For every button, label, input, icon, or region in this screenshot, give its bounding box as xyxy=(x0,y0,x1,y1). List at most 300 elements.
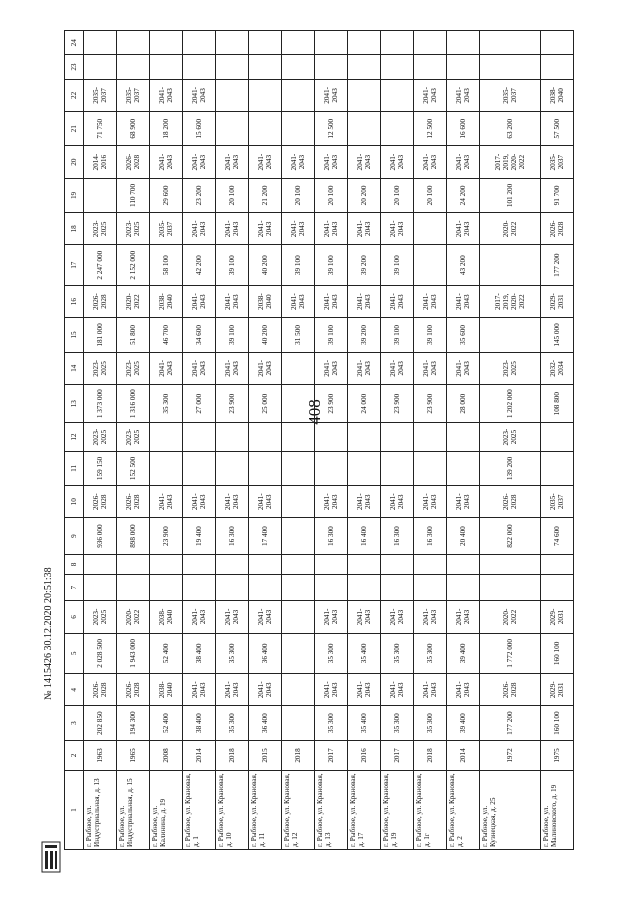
table-cell: 34 600 xyxy=(183,318,216,352)
table-cell: 31 500 xyxy=(282,318,315,352)
table-cell: 2023-2025 xyxy=(84,423,117,451)
table-cell: 39 100 xyxy=(216,318,249,352)
table-cell: 16 300 xyxy=(216,518,249,554)
table-cell xyxy=(414,423,447,451)
table-cell xyxy=(315,423,348,451)
table-cell xyxy=(282,575,315,601)
column-number: 11 xyxy=(65,451,84,485)
column-number: 9 xyxy=(65,518,84,554)
table-cell xyxy=(315,451,348,485)
table-cell: 2041-2043 xyxy=(249,213,282,245)
table-cell xyxy=(216,112,249,146)
table-cell: 39 100 xyxy=(315,245,348,285)
table-cell xyxy=(348,79,381,111)
table-cell: 23 900 xyxy=(381,384,414,422)
table-cell xyxy=(414,55,447,79)
table-cell: 2041-2043 xyxy=(216,601,249,633)
table-cell xyxy=(183,554,216,574)
table-cell: 20 200 xyxy=(348,178,381,212)
table-cell xyxy=(540,575,573,601)
address-cell: г. Рыбное, ул. Крановая, д. 1г xyxy=(414,771,447,850)
column-number: 20 xyxy=(65,146,84,178)
table-cell: 35 400 xyxy=(348,633,381,673)
table-cell: 2016 xyxy=(348,740,381,770)
table-cell: 177 200 xyxy=(480,706,541,740)
table-cell xyxy=(183,55,216,79)
table-cell: 2041-2043 xyxy=(447,674,480,706)
table-cell: 936 000 xyxy=(84,518,117,554)
table-cell xyxy=(381,423,414,451)
column-number: 16 xyxy=(65,285,84,317)
table-cell xyxy=(381,79,414,111)
table-cell: 35 300 xyxy=(414,633,447,673)
table-cell: 2041-2043 xyxy=(216,285,249,317)
table-row xyxy=(348,31,381,850)
table-cell xyxy=(282,423,315,451)
table-cell xyxy=(216,55,249,79)
table-cell: 2041-2043 xyxy=(447,601,480,633)
table-cell: 1 202 000 xyxy=(480,384,541,422)
table-cell xyxy=(216,423,249,451)
table-cell: 2041-2043 xyxy=(381,146,414,178)
table-row xyxy=(117,31,150,850)
table-cell: 20 100 xyxy=(315,178,348,212)
table-cell: 35 300 xyxy=(216,633,249,673)
table-cell xyxy=(540,31,573,55)
table-cell: 2041-2043 xyxy=(150,146,183,178)
table-cell: 2041-2043 xyxy=(414,486,447,518)
table-cell: 2017 xyxy=(315,740,348,770)
table-cell xyxy=(480,245,541,285)
table-cell: 2023-2025 xyxy=(117,352,150,384)
table-cell xyxy=(249,554,282,574)
table-cell xyxy=(414,554,447,574)
table-cell: 2026-2028 xyxy=(117,674,150,706)
table-cell: 35 300 xyxy=(150,384,183,422)
table-cell: 2041-2043 xyxy=(183,486,216,518)
table-cell xyxy=(480,575,541,601)
table-cell: 40 200 xyxy=(249,318,282,352)
table-cell xyxy=(282,518,315,554)
table-cell xyxy=(414,31,447,55)
table-cell: 52 400 xyxy=(150,706,183,740)
table-cell: 2041-2043 xyxy=(315,601,348,633)
table-cell xyxy=(183,423,216,451)
column-number: 18 xyxy=(65,213,84,245)
table-cell: 2035-2037 xyxy=(540,486,573,518)
table-cell: 177 200 xyxy=(540,245,573,285)
table-cell xyxy=(150,451,183,485)
table-cell: 1 373 000 xyxy=(84,384,117,422)
table-cell: 2038-2040 xyxy=(540,79,573,111)
table-cell: 2023-2025 xyxy=(84,352,117,384)
address-cell: г. Рыбное, ул. Крановая, д. 19 xyxy=(381,771,414,850)
table-cell: 2 247 000 xyxy=(84,245,117,285)
table-cell: 822 000 xyxy=(480,518,541,554)
table-row xyxy=(216,31,249,850)
table-cell: 2041-2043 xyxy=(414,146,447,178)
table-cell: 2041-2043 xyxy=(216,486,249,518)
table-cell xyxy=(414,213,447,245)
table-cell: 35 600 xyxy=(447,318,480,352)
table-cell: 2035-2037 xyxy=(150,213,183,245)
table-cell: 2041-2043 xyxy=(447,486,480,518)
table-cell: 74 600 xyxy=(540,518,573,554)
table-cell: 71 750 xyxy=(84,112,117,146)
table-cell: 2041-2043 xyxy=(447,146,480,178)
table-cell: 2041-2043 xyxy=(183,352,216,384)
table-row xyxy=(480,31,541,850)
table-cell: 17 400 xyxy=(249,518,282,554)
table-cell xyxy=(348,55,381,79)
table-cell: 2041-2043 xyxy=(348,213,381,245)
table-cell: 2041-2043 xyxy=(315,674,348,706)
table-cell: 18 200 xyxy=(150,112,183,146)
table-cell: 2041-2043 xyxy=(249,674,282,706)
table-cell: 1 772 000 xyxy=(480,633,541,673)
column-number: 22 xyxy=(65,79,84,111)
table-cell xyxy=(540,55,573,79)
table-cell: 35 300 xyxy=(381,706,414,740)
table-cell: 2041-2043 xyxy=(447,79,480,111)
table-cell: 1 943 000 xyxy=(117,633,150,673)
table-cell: 38 400 xyxy=(183,706,216,740)
table-cell: 20 100 xyxy=(381,178,414,212)
table-cell xyxy=(216,451,249,485)
table-cell xyxy=(414,451,447,485)
column-number: 12 xyxy=(65,423,84,451)
table-cell: 2026-2028 xyxy=(480,486,541,518)
table-cell: 29 600 xyxy=(150,178,183,212)
table-cell: 152 500 xyxy=(117,451,150,485)
table-cell: 46 700 xyxy=(150,318,183,352)
table-cell xyxy=(447,423,480,451)
table-cell: 2041-2043 xyxy=(381,601,414,633)
table-cell xyxy=(84,554,117,574)
table-cell: 16 300 xyxy=(381,518,414,554)
registry-logo-icon xyxy=(40,840,62,874)
table-row xyxy=(381,31,414,850)
column-number: 8 xyxy=(65,554,84,574)
table-cell: 2018 xyxy=(414,740,447,770)
table-cell xyxy=(381,554,414,574)
table-cell xyxy=(540,554,573,574)
page-number: 408 xyxy=(305,399,324,425)
address-cell: г. Рыбное, ул. Крановая, д. 10 xyxy=(216,771,249,850)
table-cell: 68 900 xyxy=(117,112,150,146)
table-cell: 2041-2043 xyxy=(348,285,381,317)
table-cell: 145 000 xyxy=(540,318,573,352)
table-cell xyxy=(183,575,216,601)
table-cell xyxy=(315,55,348,79)
table-cell: 2035-2037 xyxy=(117,79,150,111)
table-cell: 160 100 xyxy=(540,633,573,673)
table-cell xyxy=(216,79,249,111)
column-number: 23 xyxy=(65,55,84,79)
table-cell: 39 100 xyxy=(381,245,414,285)
table-cell: 2041-2043 xyxy=(183,146,216,178)
table-cell: 1 316 000 xyxy=(117,384,150,422)
table-cell: 2041-2043 xyxy=(414,79,447,111)
table-cell: 43 200 xyxy=(447,245,480,285)
table-cell xyxy=(282,633,315,673)
table-cell xyxy=(249,31,282,55)
table-cell: 2020-2022 xyxy=(480,601,541,633)
table-cell: 2041-2043 xyxy=(183,601,216,633)
table-cell xyxy=(348,575,381,601)
table-cell xyxy=(447,31,480,55)
table-cell: 2041-2043 xyxy=(348,352,381,384)
column-number: 14 xyxy=(65,352,84,384)
table-cell xyxy=(249,112,282,146)
table-cell: 202 850 xyxy=(84,706,117,740)
table-cell: 23 900 xyxy=(414,384,447,422)
table-cell xyxy=(414,575,447,601)
table-cell: 2023-2025 xyxy=(84,601,117,633)
table-cell: 20 400 xyxy=(447,518,480,554)
table-cell xyxy=(381,575,414,601)
table-row xyxy=(249,31,282,850)
table-cell xyxy=(282,554,315,574)
table-cell: 2041-2043 xyxy=(381,285,414,317)
table-row xyxy=(414,31,447,850)
table-cell: 2032-2034 xyxy=(540,352,573,384)
table-cell: 2041-2043 xyxy=(381,674,414,706)
table-cell xyxy=(150,55,183,79)
address-cell: г. Рыбное, ул. Калинина, д. 19 xyxy=(150,771,183,850)
table-cell: 52 400 xyxy=(150,633,183,673)
table-cell: 2041-2043 xyxy=(150,486,183,518)
table-cell: 2020-2022 xyxy=(480,213,541,245)
table-cell xyxy=(348,451,381,485)
table-cell: 2041-2043 xyxy=(249,486,282,518)
table-cell: 23 900 xyxy=(216,384,249,422)
table-cell: 160 100 xyxy=(540,706,573,740)
table-cell: 2041-2043 xyxy=(381,352,414,384)
table-cell: 101 200 xyxy=(480,178,541,212)
table-cell: 2026-2028 xyxy=(117,146,150,178)
table-cell: 24 200 xyxy=(447,178,480,212)
address-cell: г. Рыбное, ул. Крановая, д. 11 xyxy=(249,771,282,850)
table-cell xyxy=(117,55,150,79)
table-cell: 35 300 xyxy=(315,706,348,740)
table-cell xyxy=(216,31,249,55)
table-cell: 2041-2043 xyxy=(315,285,348,317)
table-cell xyxy=(540,423,573,451)
table-cell: 21 200 xyxy=(249,178,282,212)
table-cell xyxy=(117,31,150,55)
table-cell xyxy=(150,31,183,55)
table-cell: 20 100 xyxy=(282,178,315,212)
table-cell: 1972 xyxy=(480,740,541,770)
table-cell xyxy=(348,423,381,451)
table-cell: 20 100 xyxy=(414,178,447,212)
table-cell xyxy=(183,31,216,55)
table-cell: 2 028 500 xyxy=(84,633,117,673)
table-cell: 108 800 xyxy=(540,384,573,422)
table-cell xyxy=(282,706,315,740)
column-number: 2 xyxy=(65,740,84,770)
column-number: 24 xyxy=(65,31,84,55)
table-cell xyxy=(315,575,348,601)
table-cell xyxy=(282,486,315,518)
table-row xyxy=(150,31,183,850)
table-cell: 39 400 xyxy=(447,633,480,673)
table-cell xyxy=(282,55,315,79)
column-number: 7 xyxy=(65,575,84,601)
table-cell xyxy=(249,423,282,451)
table-cell: 2041-2043 xyxy=(183,79,216,111)
table-cell: 35 300 xyxy=(414,706,447,740)
table-cell: 2014 xyxy=(183,740,216,770)
table-cell: 39 100 xyxy=(282,245,315,285)
table-cell: 39 100 xyxy=(216,245,249,285)
table-cell: 2041-2043 xyxy=(381,486,414,518)
table-cell xyxy=(117,575,150,601)
table-cell: 2023-2025 xyxy=(480,352,541,384)
table-cell xyxy=(315,554,348,574)
table-cell: 2020-2022 xyxy=(117,601,150,633)
table-row xyxy=(84,31,117,850)
table-cell: 38 400 xyxy=(183,633,216,673)
table-cell: 2041-2043 xyxy=(348,486,381,518)
table-cell: 23 200 xyxy=(183,178,216,212)
table-cell: 39 200 xyxy=(348,318,381,352)
table-cell: 2038-2040 xyxy=(150,674,183,706)
table-cell xyxy=(84,178,117,212)
table-cell: 2041-2043 xyxy=(282,146,315,178)
table-cell: 2038-2040 xyxy=(249,285,282,317)
table-cell: 2029-2031 xyxy=(540,601,573,633)
table-cell: 2017-2019, 2020-2022 xyxy=(480,146,541,178)
table-cell: 2026-2028 xyxy=(540,213,573,245)
address-cell: г. Рыбное, ул. Индустриальная, д. 15 xyxy=(117,771,150,850)
table-cell xyxy=(84,31,117,55)
table-cell: 2029-2031 xyxy=(540,674,573,706)
table-cell: 2014-2016 xyxy=(84,146,117,178)
table-cell: 2018 xyxy=(282,740,315,770)
table-cell: 2018 xyxy=(216,740,249,770)
table-cell xyxy=(183,451,216,485)
table-cell: 51 800 xyxy=(117,318,150,352)
table-cell: 2041-2043 xyxy=(315,79,348,111)
table-cell: 2035-2037 xyxy=(480,79,541,111)
column-number: 3 xyxy=(65,706,84,740)
table-cell: 194 300 xyxy=(117,706,150,740)
table-cell xyxy=(381,451,414,485)
table-cell: 159 150 xyxy=(84,451,117,485)
table-cell xyxy=(150,423,183,451)
table-cell: 40 200 xyxy=(249,245,282,285)
column-number: 1 xyxy=(65,771,84,850)
address-cell: г. Рыбное, ул. Крановая, д. 12 xyxy=(282,771,315,850)
table-cell: 2041-2043 xyxy=(447,352,480,384)
table-cell xyxy=(249,575,282,601)
table-cell xyxy=(117,554,150,574)
table-cell: 2041-2043 xyxy=(414,285,447,317)
table-cell: 2041-2043 xyxy=(249,146,282,178)
column-number-row xyxy=(65,31,84,850)
table-cell: 24 000 xyxy=(348,384,381,422)
table-cell: 2041-2043 xyxy=(216,146,249,178)
table-cell: 2041-2043 xyxy=(183,674,216,706)
table-cell: 25 000 xyxy=(249,384,282,422)
table-cell: 1965 xyxy=(117,740,150,770)
table-cell: 2023-2025 xyxy=(117,423,150,451)
table-cell xyxy=(216,575,249,601)
table-cell xyxy=(216,554,249,574)
table-cell: 1975 xyxy=(540,740,573,770)
table-cell: 2038-2040 xyxy=(150,285,183,317)
table-cell: 2008 xyxy=(150,740,183,770)
table-cell: 2035-2037 xyxy=(540,146,573,178)
table-cell: 2041-2043 xyxy=(315,486,348,518)
table-cell: 2023-2025 xyxy=(117,213,150,245)
table-cell: 2041-2043 xyxy=(183,213,216,245)
column-number: 17 xyxy=(65,245,84,285)
table-cell: 39 100 xyxy=(315,318,348,352)
table-cell xyxy=(447,554,480,574)
table-cell: 2041-2043 xyxy=(381,213,414,245)
address-cell: г. Рыбное, ул. Крановая, д. 13 xyxy=(315,771,348,850)
table-cell: 42 200 xyxy=(183,245,216,285)
table-cell xyxy=(447,451,480,485)
table-cell: 110 700 xyxy=(117,178,150,212)
table-cell xyxy=(249,451,282,485)
table-cell: 2041-2043 xyxy=(216,352,249,384)
table-cell xyxy=(282,112,315,146)
table-cell xyxy=(282,384,315,422)
table-cell xyxy=(150,575,183,601)
table-cell: 2041-2043 xyxy=(249,352,282,384)
table-cell: 35 300 xyxy=(381,633,414,673)
table-cell xyxy=(540,451,573,485)
column-number: 15 xyxy=(65,318,84,352)
table-cell: 2041-2043 xyxy=(183,285,216,317)
table-cell xyxy=(480,554,541,574)
table-cell: 2041-2043 xyxy=(216,213,249,245)
table-cell: 2041-2043 xyxy=(414,674,447,706)
table-cell: 35 300 xyxy=(315,633,348,673)
table-cell: 35 400 xyxy=(348,706,381,740)
table-cell: 2026-2028 xyxy=(84,486,117,518)
table-cell: 2041-2043 xyxy=(249,601,282,633)
table-cell: 2026-2028 xyxy=(84,285,117,317)
table-cell xyxy=(282,31,315,55)
table-cell: 2041-2043 xyxy=(315,213,348,245)
table-cell: 23 900 xyxy=(315,384,348,422)
table-cell: 2023-2025 xyxy=(480,423,541,451)
table-cell: 2041-2043 xyxy=(150,352,183,384)
table-cell xyxy=(282,674,315,706)
table-cell xyxy=(447,55,480,79)
table-cell xyxy=(480,55,541,79)
table-cell xyxy=(282,601,315,633)
address-cell: г. Рыбное, ул. Крановая, д. 2 xyxy=(447,771,480,850)
table-cell xyxy=(381,55,414,79)
table-cell xyxy=(348,112,381,146)
table-cell: 28 000 xyxy=(447,384,480,422)
table-row xyxy=(183,31,216,850)
table-cell: 20 100 xyxy=(216,178,249,212)
table-cell: 16 300 xyxy=(315,518,348,554)
address-cell: г. Рыбное, ул. Малиновского, д. 19 xyxy=(540,771,573,850)
table-cell: 16 400 xyxy=(348,518,381,554)
table-cell: 39 400 xyxy=(447,706,480,740)
table-cell: 16 300 xyxy=(414,518,447,554)
column-number: 10 xyxy=(65,486,84,518)
table-cell xyxy=(150,554,183,574)
